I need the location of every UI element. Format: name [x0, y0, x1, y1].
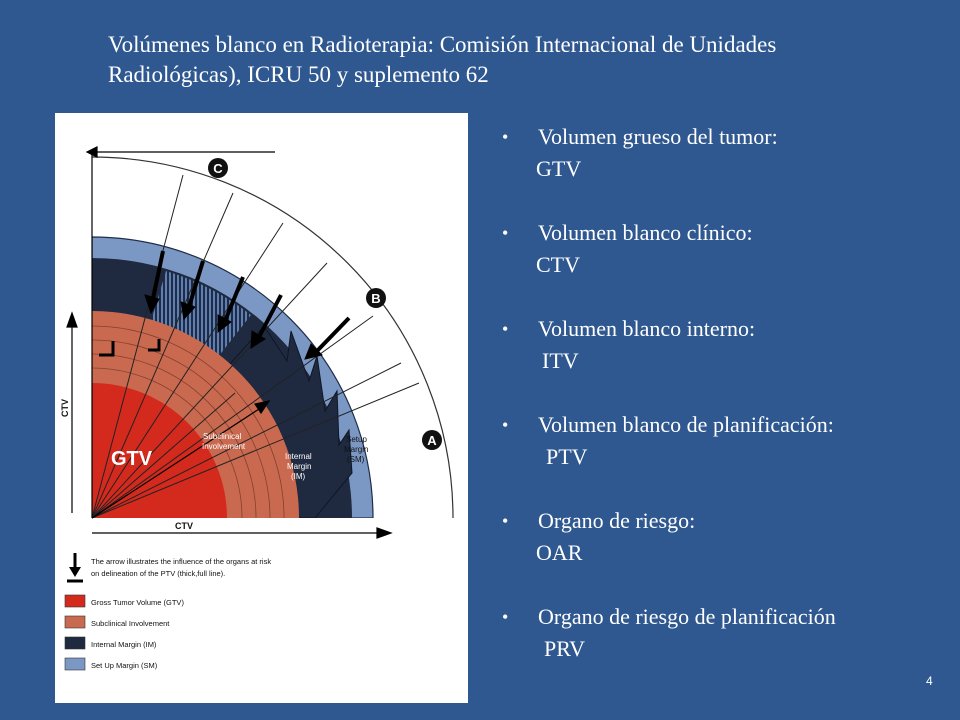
arrow-note-line-1: The arrow illustrates the influence of the organs at risk	[91, 557, 272, 566]
list-item	[502, 410, 942, 506]
list-item-label: Organo de riesgo de planificación	[538, 604, 836, 629]
marker-c-label: C	[213, 161, 223, 176]
legend-swatch-internal-margin	[65, 637, 85, 649]
bullet-icon: •	[502, 607, 509, 627]
setup-margin-label-line-2: Margin	[344, 445, 369, 454]
list-item	[502, 506, 942, 602]
arrow-note-line-2: on delineation of the PTV (thick,full line).	[91, 569, 226, 578]
list-item-label: Organo de riesgo:	[538, 508, 696, 533]
legend-label-subclinical: Subclinical Involvement	[91, 619, 170, 628]
list-item	[502, 218, 942, 314]
marker-c	[208, 158, 228, 178]
arrow-legend-icon	[67, 553, 83, 581]
legend-swatch-gtv	[65, 595, 85, 607]
marker-a	[422, 430, 442, 450]
page-number: 4	[926, 674, 933, 688]
marker-b	[366, 288, 386, 308]
slide-title-line-1: Volúmenes blanco en Radioterapia: Comisión Internacional de Unidades	[108, 32, 777, 57]
icru-volumes-figure	[55, 113, 468, 703]
volumes-diagram	[55, 113, 468, 703]
ctv-vertical-label: CTV	[60, 399, 70, 417]
gtv-diagram-label: GTV	[111, 448, 153, 470]
internal-margin-label-line-1: Internal	[285, 452, 312, 461]
list-item-label: Volumen blanco interno:	[538, 316, 756, 341]
list-item-label: Volumen blanco de planificación:	[538, 412, 834, 437]
setup-margin-label-line-1: Setup	[346, 435, 367, 444]
slide-title	[108, 30, 928, 90]
list-item-acronym: ITV	[542, 348, 579, 373]
legend-label-internal-margin: Internal Margin (IM)	[91, 640, 157, 649]
legend-swatch-setup-margin	[65, 658, 85, 670]
bullet-icon: •	[502, 415, 509, 435]
bullet-icon: •	[502, 127, 509, 147]
bullet-icon: •	[502, 319, 509, 339]
slide-title-line-2: Radiológicas), ICRU 50 y suplemento 62	[108, 62, 489, 87]
list-item-label: Volumen blanco clínico:	[538, 220, 753, 245]
list-item-acronym: PRV	[544, 636, 586, 661]
bullet-icon: •	[502, 511, 509, 531]
list-item-label: Volumen grueso del tumor:	[538, 124, 778, 149]
list-item	[502, 122, 942, 218]
legend	[65, 595, 184, 670]
list-item-acronym: GTV	[536, 156, 582, 181]
marker-b-label: B	[371, 291, 381, 306]
legend-swatch-subclinical	[65, 616, 85, 628]
legend-label-gtv: Gross Tumor Volume (GTV)	[91, 598, 184, 607]
setup-margin-label-line-3: (SM)	[347, 455, 365, 464]
list-item	[502, 602, 942, 698]
marker-a-label: A	[427, 433, 437, 448]
internal-margin-label-line-3: (IM)	[291, 472, 306, 481]
list-item-acronym: OAR	[536, 540, 583, 565]
bullet-icon: •	[502, 223, 509, 243]
list-item-acronym: CTV	[536, 252, 580, 277]
internal-margin-label-line-2: Margin	[287, 462, 312, 471]
list-item	[502, 314, 942, 410]
legend-label-setup-margin: Set Up Margin (SM)	[91, 661, 158, 670]
subclinical-label-line-2: Involvement	[202, 442, 246, 451]
list-item-acronym: PTV	[546, 444, 588, 469]
volume-definitions-list	[502, 122, 942, 698]
ctv-horizontal-label: CTV	[175, 521, 193, 531]
subclinical-label-line-1: Subclinical	[203, 432, 242, 441]
